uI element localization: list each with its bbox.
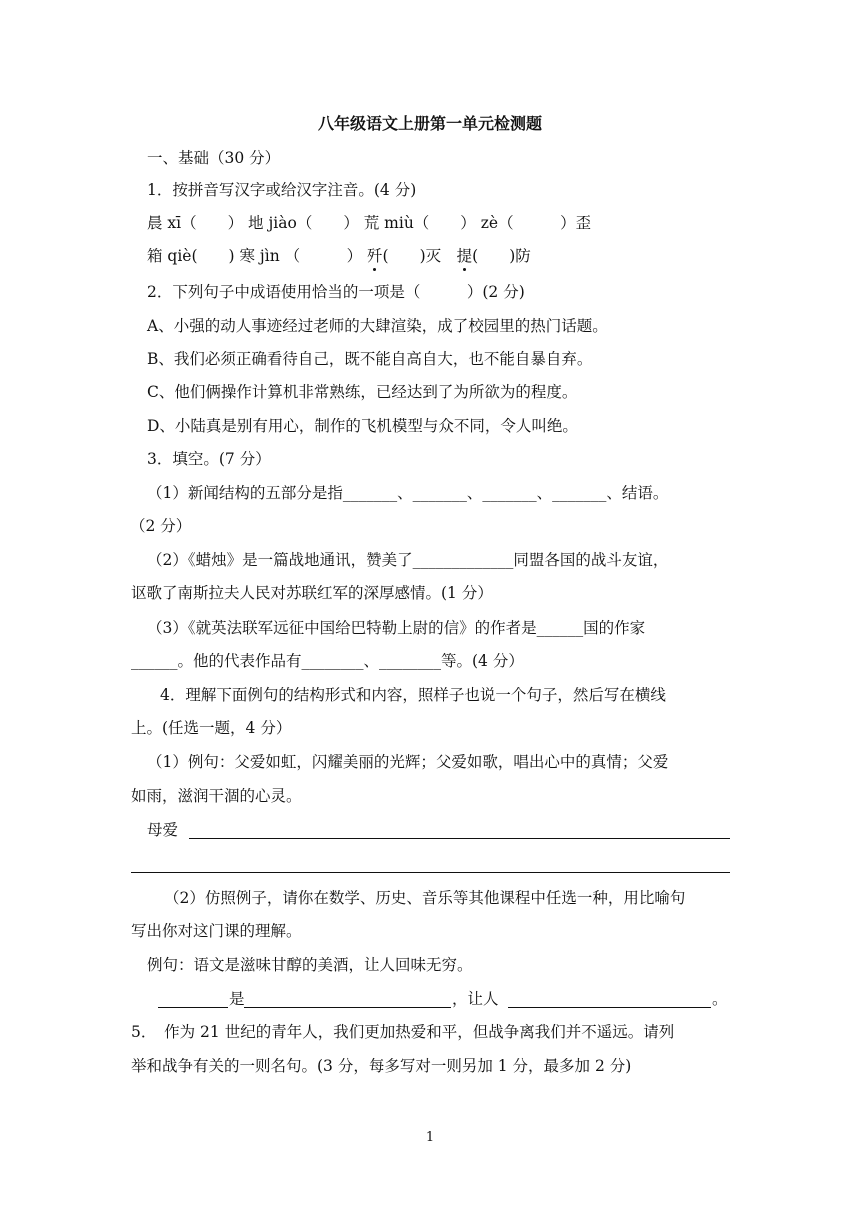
question-1-prompt: 1．按拼音写汉字或给汉字注音。(4 分): [147, 181, 417, 199]
question-3-item-3-line-1: （3）《就英法联军远征中国给巴特勒上尉的信》的作者是______国的作家: [147, 619, 646, 637]
question-4-item-1-line-2: 如雨，滋润干涸的心灵。: [131, 787, 302, 805]
fill-text-shi: 是: [229, 990, 245, 1008]
question-5-prompt-line-2: 举和战争有关的一则名句。(3 分，每多写对一则另加 1 分，最多加 2 分): [131, 1057, 632, 1075]
question-2-option-d: D、小陆真是别有用心，制作的飞机模型与众不同，令人叫绝。: [147, 417, 578, 435]
question-3-item-1-line-1: （1）新闻结构的五部分是指_______、_______、_______、_______、结语。: [147, 484, 669, 502]
section-heading: 一、基础（30 分）: [147, 149, 281, 167]
fill-text-rangren: ，让人: [452, 990, 499, 1008]
question-4-prompt-line-2: 上。(任选一题，4 分）: [131, 719, 292, 737]
answer-line-1: [189, 838, 730, 839]
question-3-item-2-line-1: （2）《蜡烛》是一篇战地通讯，赞美了_____________同盟各国的战斗友谊，: [147, 551, 669, 569]
fill-blank-3: [508, 1007, 711, 1008]
question-4-item-2-line-1: （2）仿照例子，请你在数学、历史、音乐等其他课程中任选一种，用比喻句: [164, 889, 686, 907]
dotted-character-ti: 提: [456, 247, 473, 265]
question-3-prompt: 3．填空。(7 分）: [147, 450, 271, 468]
question-1-pinyin-row-2: [147, 246, 531, 266]
pinyin-row-2-part-c: ( )防: [472, 247, 531, 265]
question-4-example: 例句：语文是滋味甘醇的美酒，让人回味无穷。: [147, 956, 473, 974]
question-4-item-2-line-2: 写出你对这门课的理解。: [131, 922, 302, 940]
question-4-item-1-line-1: （1）例句：父爱如虹，闪耀美丽的光辉；父爱如歌，唱出心中的真情；父爱: [147, 753, 669, 771]
question-2-option-b: B、我们必须正确看待自己，既不能自高自大，也不能自暴自弃。: [147, 350, 593, 368]
question-5-prompt-line-1: 5． 作为 21 世纪的青年人，我们更加热爱和平，但战争离我们并不遥远。请列: [131, 1023, 675, 1041]
pinyin-row-2-part-a: 箱 qiè( ) 寒 jìn （ ）: [147, 247, 368, 265]
answer-line-2: [131, 872, 730, 873]
question-2-prompt: 2．下列句子中成语使用恰当的一项是（ ）(2 分): [147, 283, 525, 301]
question-4-prompt-line-1: 4．理解下面例句的结构形式和内容，照样子也说一个句子，然后写在横线: [160, 686, 666, 704]
fill-text-end: 。: [712, 990, 728, 1008]
question-1-pinyin-row-1: 晨 xī（ ） 地 jiào（ ） 荒 miù（ ） zè（ ）歪: [147, 214, 592, 232]
question-2-option-c: C、他们俩操作计算机非常熟练，已经达到了为所欲为的程度。: [147, 383, 578, 401]
question-3-item-1-line-2: （2 分）: [130, 517, 192, 535]
pinyin-row-2-part-b: ( )灭: [382, 247, 457, 265]
answer-label: 母爱: [147, 821, 179, 839]
dotted-character-jian: 歼: [367, 247, 383, 265]
fill-blank-2: [244, 1007, 451, 1008]
page-number: 1: [425, 1130, 435, 1145]
page-title: 八年级语文上册第一单元检测题: [317, 114, 542, 133]
fill-blank-1: [158, 1007, 228, 1008]
question-2-option-a: A、小强的动人事迹经过老师的大肆渲染，成了校园里的热门话题。: [147, 317, 608, 335]
question-3-item-2-line-2: 讴歌了南斯拉夫人民对苏联红军的深厚感情。(1 分）: [131, 584, 493, 602]
question-3-item-3-line-2: ______。他的代表作品有________、________等。(4 分）: [131, 652, 524, 670]
